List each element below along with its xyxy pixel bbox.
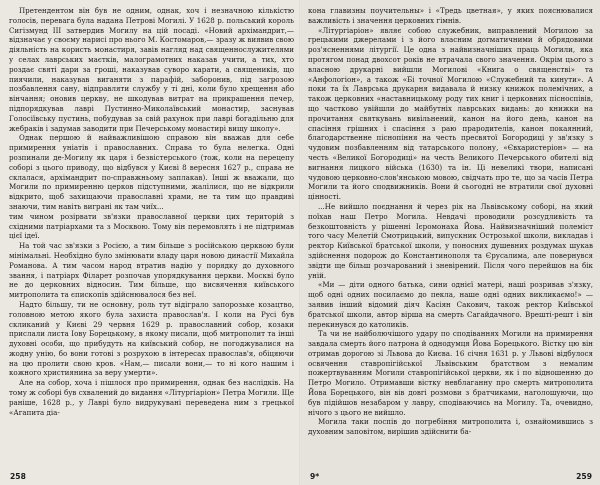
- paragraph: «Літургіаріон» являє собою служебник, виправлений Могилою за грецькими джерелами і з його власним догматичними й обрядовими роз'ясненнями літургії. Це одна з найвизначніших праць Могили, яка протягом понад двохсот років не втрачала свого значення. Окрім цього з власною друкарні вийшли Могилові «Книга о священстві» та «Анфологіон», а також «Бі точної Могилою «Служебний та кинути». А поки та їх Лаврська друкарня видавала й низку книжок полемічних, а також церковних «наставницькому роду тих книг і церковних пісноспівів, що частково увійшли до майбутніх лаврських видань: до книжки на прочитання святкувань вивільнений, канон на його день, канон на спасіння грішних і спасіння з раю прародителів, канон покаянний, благодарственне піснопіння на честь пресвятої Богородиці у зв'язку з чудовим позбавленням від татарського полону, «Євхаристеріон» — на честь «Великої Богородиці» на честь Великого Печерського обителі від вигнання лицкого війська (1630) та ін. Ці невеликі твори, написані чудовою церковно-слов'янською мовою, свідчать про те, що за часів Петра Могили та його сподвижників. Вони й сьогодні не втратили свої духовні цінності.: [308, 25, 593, 202]
- signature-mark: 9*: [310, 472, 320, 481]
- paragraph: Надто більшу, ти не основну, роль тут відіграло запорозьке козацтво, головною метою якого була захиста православ'я. І коли на Русі був скликаний у Києві 29 червня 1629 р. православний собор, козаки прислали листа Іову Борецькому, в якому писали, щоб митрополит та інші духовні особи, що прибудуть на київський собор, не погоджувалися на жодну унію, бо вони готові з розрухою в інтересах православ'я, обіцяючи на цю пролити свою кров. «Нам,— писали вони,— то ні кого нашим і кожного християнина за веру умерти».: [9, 299, 294, 378]
- paragraph: Однак першою й найважливішою справою він вважав для себе примирення уніатів і православних. Справа то була нелегка. Одні розпинали де-Могилу як царя і безвістерського (тож, коли на перецепу соборі з цього приводу, що відбувся у Києві 8 вересня 1627 р., справа не склалася, архімандрит по-справжньому заплакав). Інші ж вважали, що Могили по примиренню церков підступними, жалілися, що не відкрили відкрито, щоб захищаючи православні храми, не та тим що правдиві знаючи, тим навіть виграні як там чиїх...: [9, 133, 294, 211]
- page-number: 258: [10, 472, 26, 481]
- paragraph: Але на собор, хоча і пішлося про примирення, однак без наслідків. На тому ж соборі був схвалений до видання «Літургіаріон» Петра Могили. Ще раніше, 1628 р., у Лаврі було видрукувані переведена ним з грецької «Агапита діа-: [9, 378, 294, 417]
- paragraph: кона главизны поучительны» і «Тредь цветная», у яких пояснювалися важливість і значення церковних гімнів.: [308, 6, 593, 25]
- page-number: 259: [576, 472, 592, 481]
- paragraph: «Ми — діти одного батька, сини однієї матері, наші розривав з'язку, щоб одні одних посилаємо до пекла, наше одні одних викликаємо!» — заявив інший відомий діяч Касіян Сакович, також ректор Київської братської школи, автор вірша на смерть Сагайдачного. Врешті-решт і він перекинувся до католиків.: [308, 280, 593, 329]
- right-text-column: [308, 6, 593, 437]
- left-text-column: [9, 6, 294, 417]
- paragraph: ...Не вийшло поєднання й через рік на Львівському соборі, на який поїхав наш Петро Могила. Невдачі проводили розсудливість та безкоштовність у рішенні Ієромонаха Йова. Найвизначніший полеміст того часу Мелетій Смотрицький, випускник Острозької школи, викладав і ректор Київської братської школи, у поносних душевних роздумах шукав здійснення подорож до Константинополя та Єрусалима, але повернувся звідти ще більш розчарований і зневірений. Після чого перейшов на бік уній.: [308, 201, 593, 280]
- right-page: [300, 0, 600, 485]
- paragraph: Та чи не найболючішого удару по сподіваннях Могили на примирення завдала смерть його патрона й однодумця Йова Борецького. Вістку цю він отримав дорогою зі Львова до Києва. 16 січня 1631 р. у Львові відбулося освячення ставропігійської Львівським братством з немалим пожертвуванням Могили ставропігійської церкви, як і по відношенню до Петро Могило. Отримавши вістку невблаганну про смерть митрополита Йова Борецького, він вів довгі розмови з братчиками, наголошуючи, що був підійшов незабаром у лавру, сподіваючись на Могилу. Та, очевидно, нічого з цього не вийшло.: [308, 329, 593, 417]
- paragraph: Могила таки поспів до погребіння митрополита і, ознайомившись з духовним заповітом, вирішив здійснити ба-: [308, 417, 593, 437]
- paragraph: На той час зв'язки з Росією, а тим більше з російською церквою були мінімальні. Необхідно було змінювати владу царя новою династії Михайла Романова. А тим часом народ втратив надію у порядку до духовного звання, і патріарх Філарет розпочав упорядкування церкви. Москві було не до церковних відносин. Тим більше, що висвячення київського митрополита та єпископів здійснювалося без неї.: [9, 241, 294, 300]
- paragraph: Претендентом він був не одним, однак, хоч і незначною кількістю голосів, перевага була надана Петрові Могилі. У 1628 р. польський король Сигізмунд ІІІ затвердив Могилу на цій посаді. «Новий архімандрит,— відзначає у своєму нарисі про нього М. Костомаров,— зразу ж виявив свою діяльність на користь монастиря, завів нагляд над священнослужителями у селах лаврських маєтків, малограмотних наказав учити, а тих, хто роздає святі дари за гроші, наказував суворо карати, а священиків, що пиячили, наказував виганяти з парафій, заборонив, під загрозою позбавлення сану, відправляти службу у ті дні, коли було хрещення або вінчання; оновив церкву, не шкодував витрат на прикрашення печер, підпорядкував лаврі Пустинно-Миколаївський монастир, заснував Голосіївську пустинь, побудував за свій рахунок при лаврі богадільню для жебраків і задумав заводити при Печерському монастирі вищу школу».: [9, 6, 294, 133]
- paragraph: тим чином розірвати зв'язки православної церкви цих територій з східними патріархами та з Москвою. Тому він перемовлять і не підтримав цієї ідеї.: [9, 211, 294, 241]
